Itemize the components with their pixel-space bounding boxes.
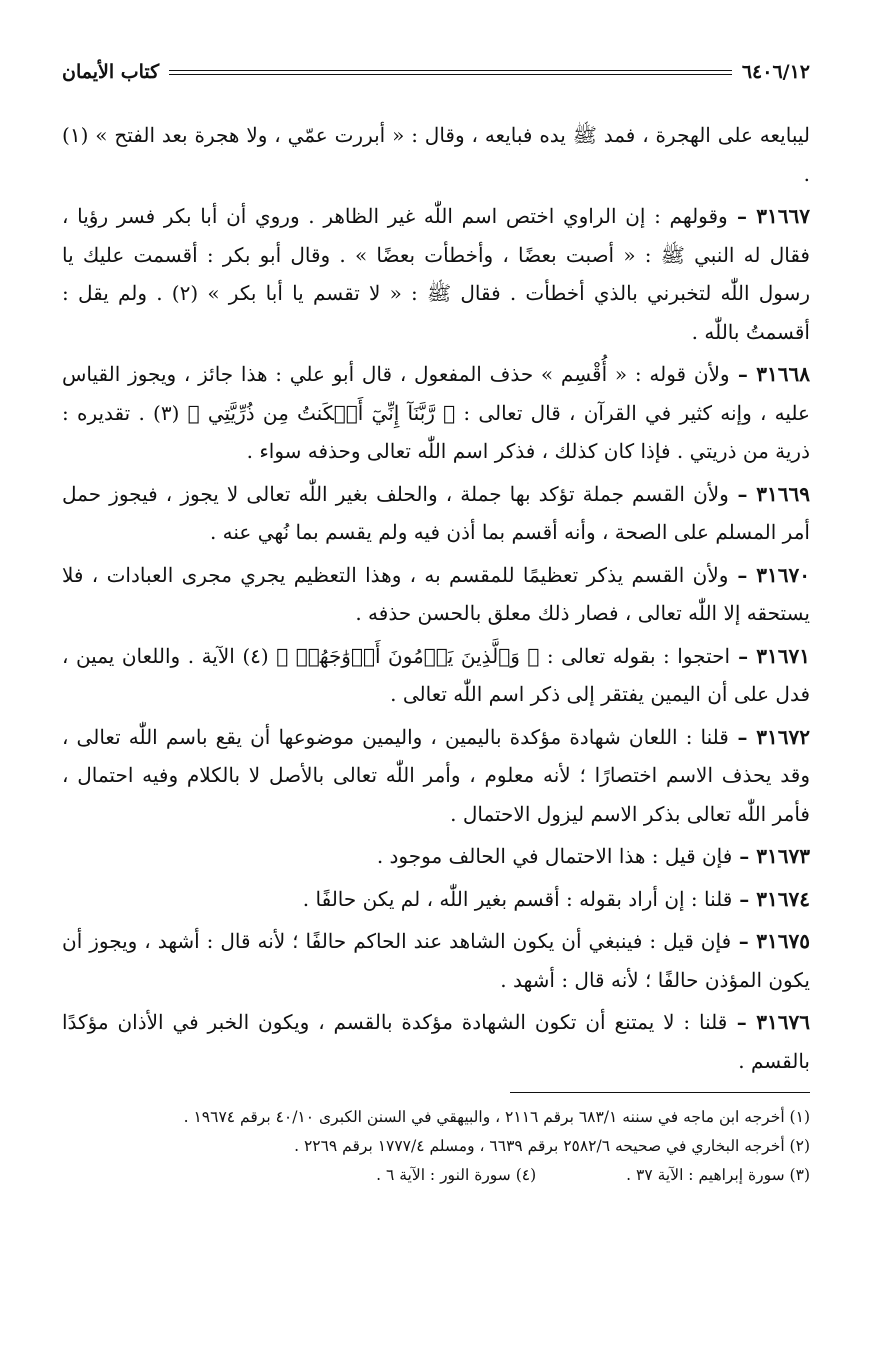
paragraph-31676 <box>62 1003 810 1080</box>
footnote-separator <box>510 1092 810 1093</box>
paragraph-text: وقولهم : إن الراوي اختص اسم اللّٰه غير الظاهر . وروي أن أبا بكر فسر رؤيا ، فقال له النبي ﷺ : « أصبت بعضًا ، وأخطأت بعضًا » . وقال أبو بكر : أقسمت عليك يا رسول اللّٰه لتخبرني بالذي أخطأت . فقال ﷺ : « لا تقسم يا أبا بكر » (٢) . ولم يقل : أقسمتُ باللّٰه . <box>62 204 810 344</box>
running-header <box>62 52 810 92</box>
paragraph-31670 <box>62 556 810 633</box>
paragraph-number: ٣١٦٧٢ – <box>728 724 810 749</box>
paragraph-text: قلنا : اللعان شهادة مؤكدة باليمين ، واليمين موضوعها أن يقع باسم اللّٰه تعالى ، وقد يحذف الاسم اختصارًا ؛ لأنه معلوم ، وأمر اللّٰه تعالى بالأصل لا بالكلام وفيه احتمال ، فأمر اللّٰه تعالى بذكر الاسم ليزول الاحتمال . <box>62 724 810 826</box>
header-rule <box>169 70 732 75</box>
paragraph-number: ٣١٦٧٤ – <box>732 886 810 911</box>
page-reference: ٦٤٠٦/١٢ <box>741 61 810 83</box>
footnotes <box>62 1103 810 1190</box>
paragraph-31667 <box>62 197 810 351</box>
paragraph-text: احتجوا : بقوله تعالى : ﴿ وَٱلَّذِينَ يَرۡمُونَ أَزۡوَٰجَهُمۡ ﴾ (٤) الآية . واللعان يمين ، فدل على أن اليمين يفتقر إلى ذكر اسم اللّٰه تعالى . <box>62 643 810 706</box>
footnote-4: (٤) سورة النور : الآية ٦ . <box>376 1166 537 1184</box>
footnote-3: (٣) سورة إبراهيم : الآية ٣٧ . <box>626 1166 810 1184</box>
footnote-1: (١) أخرجه ابن ماجه في سننه ٦٨٣/١ برقم ٢١١٦ ، والبيهقي في السنن الكبرى ٤٠/١٠ برقم ١٩٦٧٤ . <box>183 1108 810 1126</box>
paragraph-31671 <box>62 637 810 714</box>
paragraph-text: قلنا : إن أراد بقوله : أقسم بغير اللّٰه ، لم يكن حالفًا . <box>302 886 733 911</box>
paragraph-number: ٣١٦٧٦ – <box>727 1010 810 1034</box>
paragraph-number: ٣١٦٦٧ – <box>727 204 810 228</box>
paragraph-text: قلنا : لا يمتنع أن تكون الشهادة مؤكدة بالقسم ، ويكون الخبر في الأذان مؤكدًا بالقسم . <box>62 1010 810 1073</box>
paragraph-31672 <box>62 718 810 834</box>
paragraph-number: ٣١٦٧٥ – <box>731 929 811 953</box>
paragraph-text: ولأن القسم يذكر تعظيمًا للمقسم به ، وهذا التعظيم يجري مجرى العبادات ، فلا يستحقه إلا اللّٰه تعالى ، فصار ذلك معلق بالحسن حذفه . <box>62 562 810 625</box>
paragraph-text: ليبايعه على الهجرة ، فمد ﷺ يده فبايعه ، وقال : « أبررت عمّي ، ولا هجرة بعد الفتح » (١) . <box>62 123 810 186</box>
paragraph-31668 <box>62 355 810 471</box>
paragraph-text: ولأن القسم جملة تؤكد بها جملة ، والحلف بغير اللّٰه تعالى لا يجوز ، فيجوز حمل أمر المسلم على الصحة ، وأنه أقسم بما أذن فيه ولم يقسم بما نُهي عنه . <box>62 481 810 544</box>
paragraph-text: فإن قيل : هذا الاحتمال في الحالف موجود . <box>376 844 733 868</box>
paragraph-31675 <box>62 922 810 999</box>
footnote-2: (٢) أخرجه البخاري في صحيحه ٢٥٨٢/٦ برقم ٦٦٣٩ ، ومسلم ١٧٧٧/٤ برقم ٢٢٦٩ . <box>294 1137 810 1155</box>
paragraph-number: ٣١٦٧٣ – <box>732 844 810 868</box>
paragraph-number: ٣١٦٦٩ – <box>728 481 810 506</box>
paragraph-number: ٣١٦٦٨ – <box>729 362 810 386</box>
main-text <box>62 116 810 1080</box>
book-title: كتاب الأيمان <box>62 61 160 83</box>
paragraph-31673 <box>62 837 810 876</box>
paragraph-number: ٣١٦٧١ – <box>730 643 811 668</box>
footnote-row <box>62 1161 810 1190</box>
paragraph-text: فإن قيل : فينبغي أن يكون الشاهد عند الحاكم حالفًا ؛ لأنه قال : أشهد ، ويجوز أن يكون المؤذن حالفًا ؛ لأنه قال : أشهد . <box>62 929 810 992</box>
paragraph-31669 <box>62 475 810 552</box>
paragraph-continuation <box>62 116 810 193</box>
paragraph-number: ٣١٦٧٠ – <box>728 562 810 587</box>
paragraph-text: ولأن قوله : « أُقْسِم » حذف المفعول ، قال أبو علي : هذا جائز ، ويجوز القياس عليه ، وإنه كثير في القرآن ، قال تعالى : ﴿ رَّبَّنَآ إِنِّيٓ أَسۡكَنتُ مِن ذُرِّيَّتِي ﴾ (٣) . تقديره : ذرية من ذريتي . فإذا كان كذلك ، فذكر اسم اللّٰه تعالى وحذفه سواء . <box>62 362 810 463</box>
paragraph-31674 <box>62 880 810 919</box>
book-page <box>62 52 810 1312</box>
